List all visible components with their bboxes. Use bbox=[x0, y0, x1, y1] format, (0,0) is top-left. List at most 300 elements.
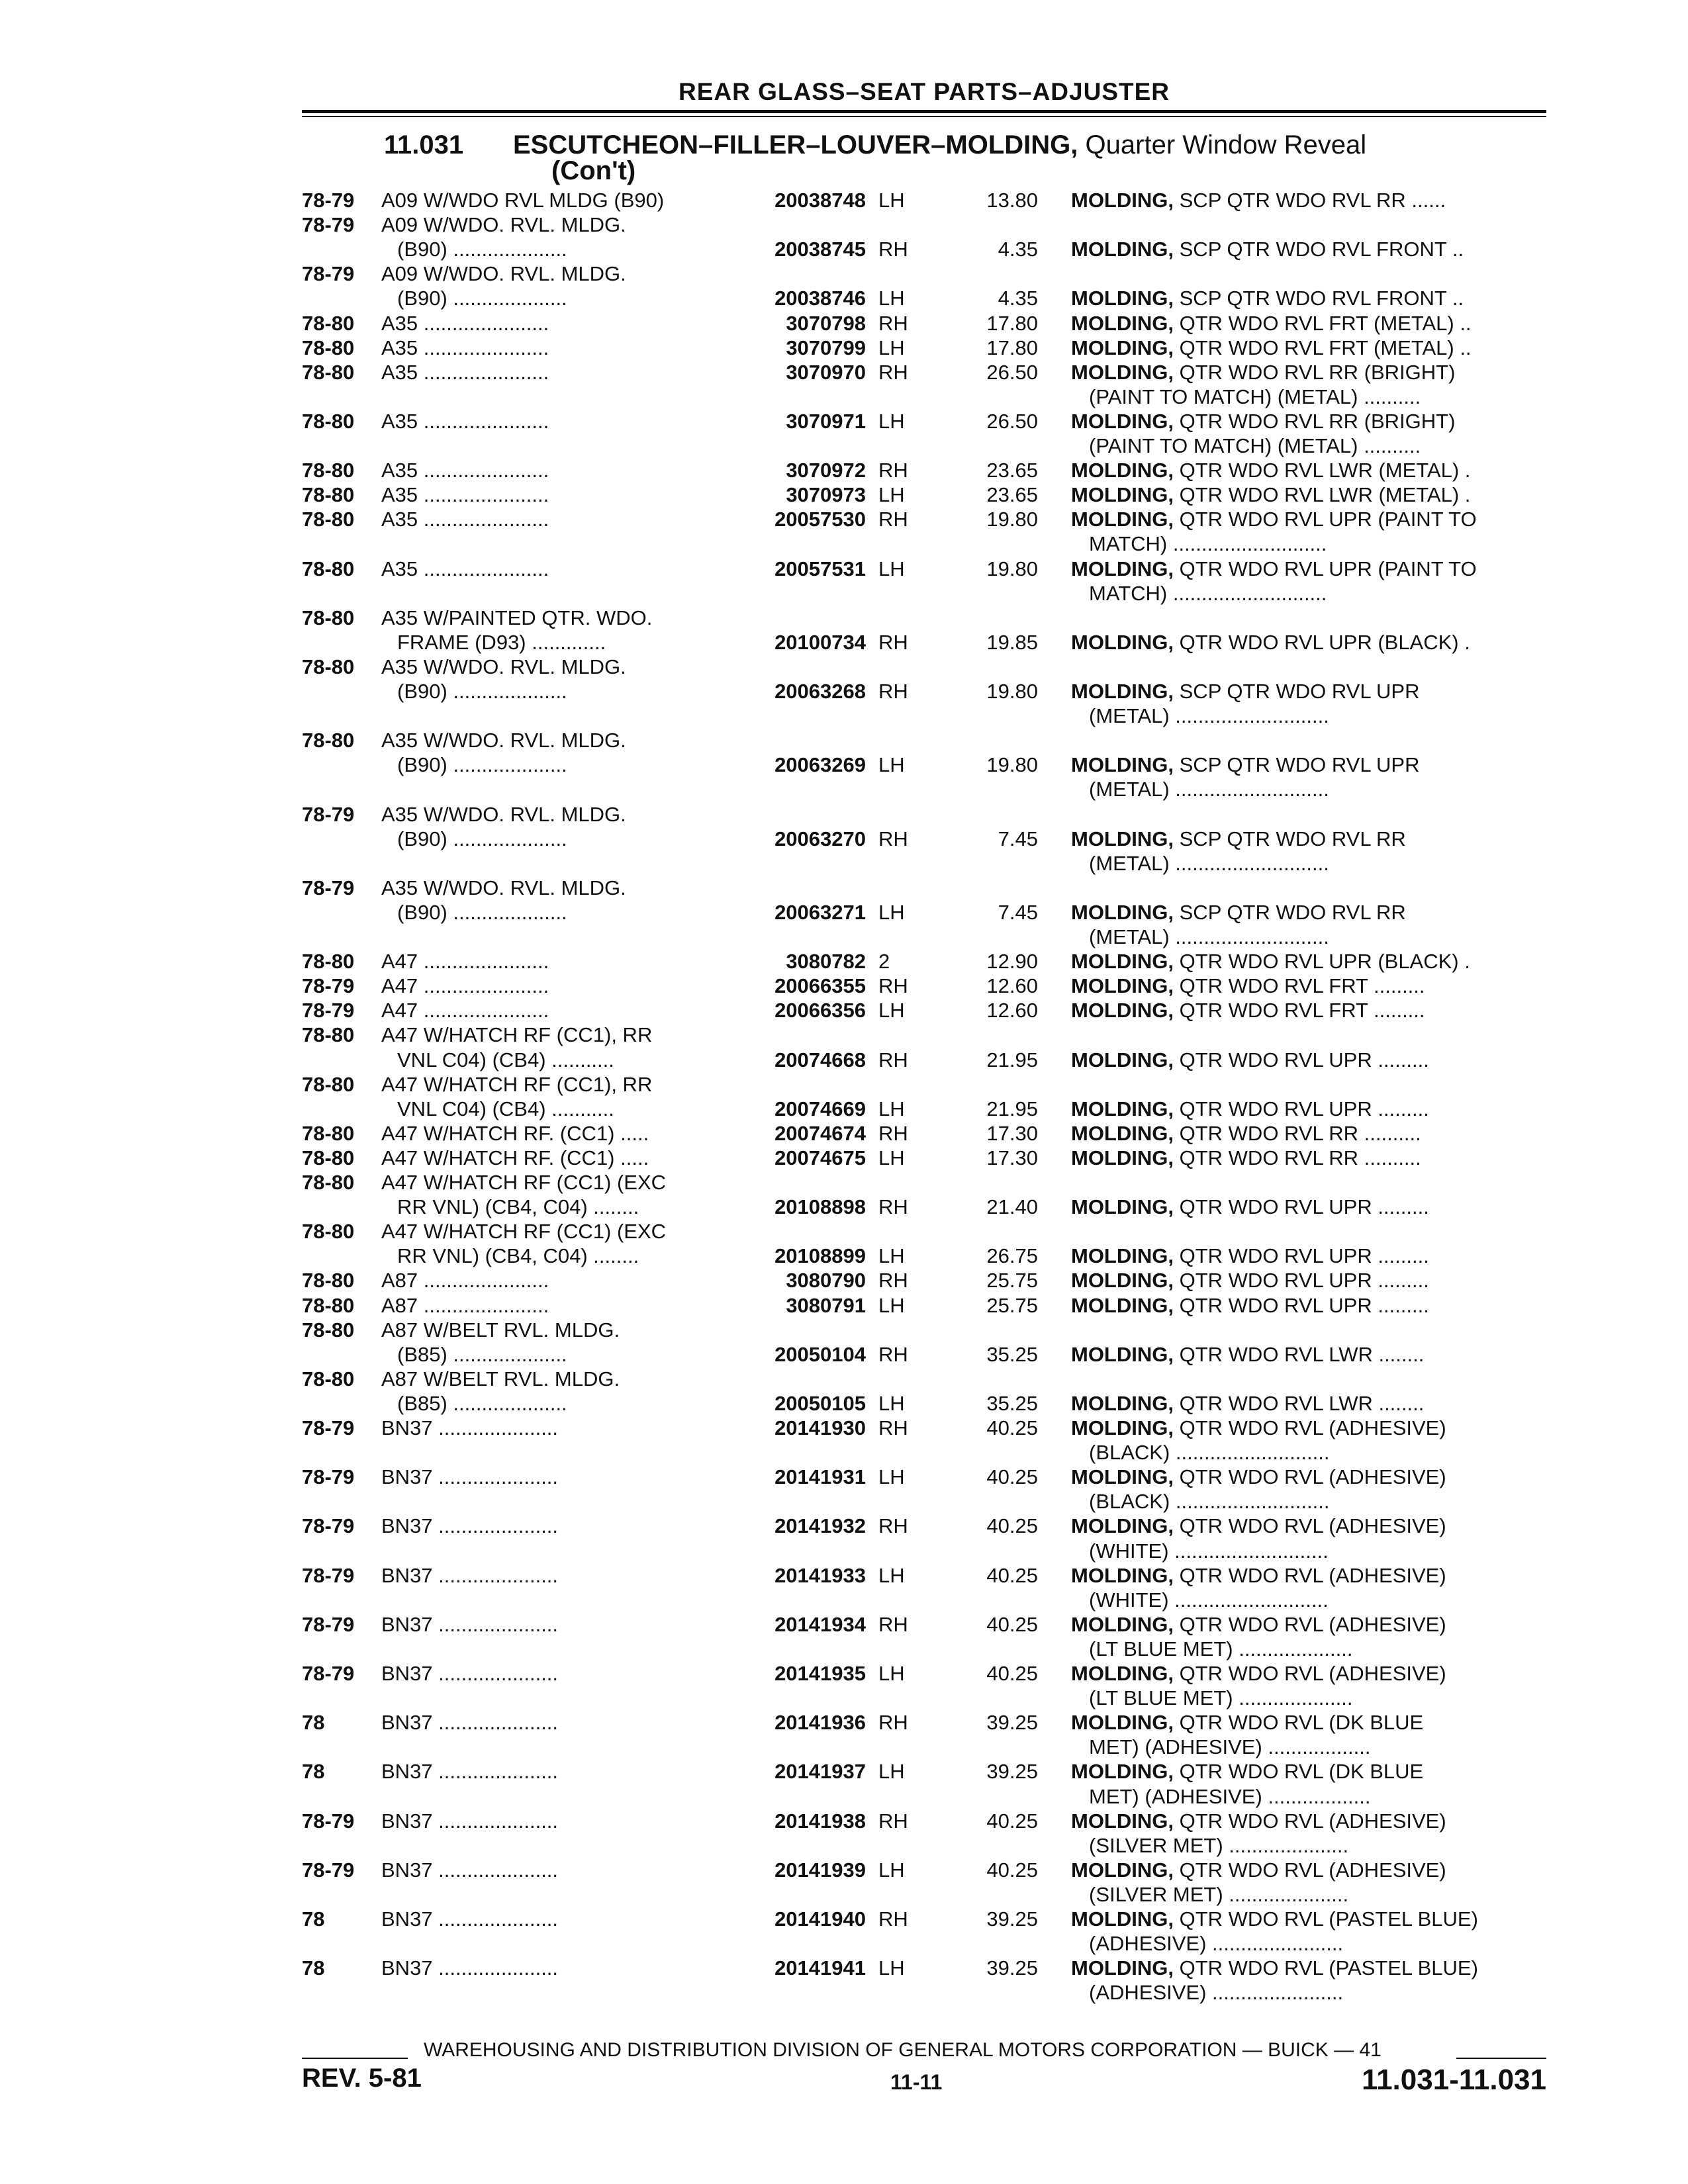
price: 40.25 bbox=[986, 1465, 1038, 1488]
side: LH bbox=[878, 189, 905, 212]
part-number: 20063270 bbox=[774, 827, 866, 850]
price: 40.25 bbox=[986, 1514, 1038, 1537]
part-description bbox=[1089, 385, 1548, 409]
model-year: 78-79 bbox=[302, 189, 355, 212]
part-number: 20038748 bbox=[774, 189, 866, 212]
description-keyword: MOLDING, bbox=[1071, 410, 1174, 433]
model-year: 78-80 bbox=[302, 1294, 355, 1317]
price: 19.80 bbox=[986, 753, 1038, 776]
part-description bbox=[1071, 311, 1548, 336]
part-description bbox=[1071, 900, 1548, 925]
description-text: (METAL) ........................... bbox=[1089, 704, 1329, 727]
part-description bbox=[1071, 507, 1548, 531]
part-description bbox=[1071, 974, 1548, 998]
model-year: 78-80 bbox=[302, 1220, 355, 1243]
part-description bbox=[1071, 949, 1548, 974]
footer-rule-left bbox=[302, 2058, 408, 2059]
model-code: BN37 ..................... bbox=[381, 1514, 559, 1537]
description-text: (METAL) ........................... bbox=[1089, 925, 1329, 948]
model-year: 78-80 bbox=[302, 361, 355, 384]
description-keyword: MOLDING, bbox=[1071, 680, 1174, 703]
part-number: 20074674 bbox=[774, 1122, 866, 1145]
price: 4.35 bbox=[998, 238, 1038, 261]
section-number: 11.031 bbox=[384, 130, 464, 159]
description-keyword: MOLDING, bbox=[1071, 753, 1174, 776]
part-description bbox=[1071, 1195, 1548, 1219]
price: 17.30 bbox=[986, 1146, 1038, 1169]
description-keyword: MOLDING, bbox=[1071, 1122, 1174, 1145]
model-code: A35 ...................... bbox=[381, 312, 549, 335]
side: RH bbox=[878, 238, 908, 261]
price: 35.25 bbox=[986, 1343, 1038, 1366]
price: 39.25 bbox=[986, 1711, 1038, 1734]
description-text: QTR WDO RVL UPR ......... bbox=[1179, 1048, 1429, 1071]
price: 17.80 bbox=[986, 312, 1038, 335]
description-text: QTR WDO RVL (ADHESIVE) bbox=[1179, 1613, 1446, 1636]
side: RH bbox=[878, 1416, 908, 1439]
model-code: A47 W/HATCH RF (CC1) (EXC bbox=[381, 1171, 667, 1194]
part-description bbox=[1071, 1416, 1548, 1440]
description-text: SCP QTR WDO RVL FRONT .. bbox=[1179, 287, 1464, 310]
price: 19.80 bbox=[986, 508, 1038, 531]
side: LH bbox=[878, 1858, 905, 1882]
price: 25.75 bbox=[986, 1294, 1038, 1317]
price: 7.45 bbox=[998, 901, 1038, 924]
section-continued: (Con't) bbox=[551, 156, 636, 185]
model-code: BN37 ..................... bbox=[381, 1858, 559, 1882]
description-text: QTR WDO RVL (ADHESIVE) bbox=[1179, 1465, 1446, 1488]
part-description bbox=[1071, 630, 1548, 655]
part-description bbox=[1089, 1588, 1548, 1612]
description-text: QTR WDO RVL (DK BLUE bbox=[1179, 1760, 1424, 1783]
price: 12.60 bbox=[986, 974, 1038, 997]
description-keyword: MOLDING, bbox=[1071, 459, 1174, 482]
model-year: 78-80 bbox=[302, 459, 355, 482]
model-year: 78-80 bbox=[302, 950, 355, 973]
part-number: 3070971 bbox=[786, 410, 866, 433]
page-header-title: REAR GLASS–SEAT PARTS–ADJUSTER bbox=[678, 78, 1170, 105]
footer-revision: REV. 5-81 bbox=[302, 2064, 422, 2093]
model-year: 78 bbox=[302, 1760, 325, 1783]
part-number: 20141936 bbox=[774, 1711, 866, 1734]
description-text: (BLACK) ........................... bbox=[1089, 1441, 1330, 1464]
model-year: 78-79 bbox=[302, 803, 355, 826]
model-code: FRAME (D93) ............. bbox=[397, 631, 606, 654]
price: 39.25 bbox=[986, 1760, 1038, 1783]
part-number: 3070973 bbox=[786, 483, 866, 506]
model-year: 78-80 bbox=[302, 410, 355, 433]
model-code: A35 ...................... bbox=[381, 410, 549, 433]
footer-section-ref: 11.031-11.031 bbox=[1362, 2064, 1546, 2096]
side: RH bbox=[878, 827, 908, 850]
price: 19.85 bbox=[986, 631, 1038, 654]
price: 21.40 bbox=[986, 1195, 1038, 1218]
description-keyword: MOLDING, bbox=[1071, 1343, 1174, 1366]
side: LH bbox=[878, 1097, 905, 1120]
model-code: A47 W/HATCH RF (CC1), RR bbox=[381, 1023, 653, 1046]
description-text: SCP QTR WDO RVL RR bbox=[1179, 827, 1406, 850]
model-code: VNL C04) (CB4) ........... bbox=[397, 1048, 614, 1071]
description-keyword: MOLDING, bbox=[1071, 901, 1174, 924]
part-number: 20063269 bbox=[774, 753, 866, 776]
description-text: SCP QTR WDO RVL UPR bbox=[1179, 680, 1420, 703]
part-description bbox=[1071, 1121, 1548, 1146]
description-text: MATCH) ........................... bbox=[1089, 532, 1327, 555]
side: LH bbox=[878, 901, 905, 924]
model-code: BN37 ..................... bbox=[381, 1662, 559, 1685]
description-text: QTR WDO RVL LWR ........ bbox=[1179, 1343, 1425, 1366]
part-number: 20057531 bbox=[774, 557, 866, 580]
model-code: VNL C04) (CB4) ........... bbox=[397, 1097, 614, 1120]
price: 7.45 bbox=[998, 827, 1038, 850]
model-year: 78-79 bbox=[302, 974, 355, 997]
model-code: A47 ...................... bbox=[381, 950, 549, 973]
description-text: QTR WDO RVL (ADHESIVE) bbox=[1179, 1416, 1446, 1439]
model-code: (B85) .................... bbox=[397, 1392, 567, 1415]
side: 2 bbox=[878, 950, 890, 973]
model-year: 78-80 bbox=[302, 1122, 355, 1145]
model-code: BN37 ..................... bbox=[381, 1564, 559, 1587]
model-year: 78-80 bbox=[302, 1367, 355, 1390]
part-description bbox=[1071, 1465, 1548, 1489]
description-keyword: MOLDING, bbox=[1071, 557, 1174, 580]
description-text: (METAL) ........................... bbox=[1089, 778, 1329, 801]
price: 40.25 bbox=[986, 1564, 1038, 1587]
model-year: 78-79 bbox=[302, 213, 355, 236]
part-description bbox=[1071, 1244, 1548, 1268]
part-number: 20141935 bbox=[774, 1662, 866, 1685]
description-text: QTR WDO RVL UPR ......... bbox=[1179, 1294, 1429, 1317]
model-year: 78-79 bbox=[302, 1564, 355, 1587]
model-code: (B90) .................... bbox=[397, 287, 567, 310]
part-number: 20074668 bbox=[774, 1048, 866, 1071]
description-text: QTR WDO RVL RR (BRIGHT) bbox=[1179, 361, 1456, 384]
part-number: 20063271 bbox=[774, 901, 866, 924]
header-rule bbox=[302, 110, 1546, 113]
model-code: RR VNL) (CB4, C04) ........ bbox=[397, 1195, 639, 1218]
price: 39.25 bbox=[986, 1956, 1038, 1979]
model-year: 78-79 bbox=[302, 1416, 355, 1439]
part-number: 20141938 bbox=[774, 1809, 866, 1833]
part-description bbox=[1071, 1956, 1548, 1980]
footer-page-number: 11-11 bbox=[890, 2070, 943, 2094]
model-code: A87 W/BELT RVL. MLDG. bbox=[381, 1367, 620, 1390]
price: 23.65 bbox=[986, 483, 1038, 506]
description-text: (LT BLUE MET) .................... bbox=[1089, 1686, 1353, 1709]
model-code: A35 W/WDO. RVL. MLDG. bbox=[381, 876, 626, 899]
price: 25.75 bbox=[986, 1269, 1038, 1292]
part-description bbox=[1071, 458, 1548, 482]
model-code: BN37 ..................... bbox=[381, 1760, 559, 1783]
side: RH bbox=[878, 508, 908, 531]
part-number: 20050105 bbox=[774, 1392, 866, 1415]
model-code: A47 W/HATCH RF. (CC1) ..... bbox=[381, 1146, 649, 1169]
part-number: 20074675 bbox=[774, 1146, 866, 1169]
part-number: 20100734 bbox=[774, 631, 866, 654]
model-code: BN37 ..................... bbox=[381, 1711, 559, 1734]
part-number: 20074669 bbox=[774, 1097, 866, 1120]
description-keyword: MOLDING, bbox=[1071, 1465, 1174, 1488]
footer-rule-right bbox=[1456, 2058, 1546, 2059]
model-code: A47 W/HATCH RF. (CC1) ..... bbox=[381, 1122, 649, 1145]
description-keyword: MOLDING, bbox=[1071, 287, 1174, 310]
model-code: A47 ...................... bbox=[381, 974, 549, 997]
model-year: 78 bbox=[302, 1956, 325, 1979]
side: RH bbox=[878, 974, 908, 997]
part-number: 20141933 bbox=[774, 1564, 866, 1587]
side: RH bbox=[878, 1514, 908, 1537]
description-keyword: MOLDING, bbox=[1071, 1907, 1174, 1931]
side: RH bbox=[878, 1907, 908, 1931]
price: 35.25 bbox=[986, 1392, 1038, 1415]
price: 23.65 bbox=[986, 459, 1038, 482]
side: RH bbox=[878, 1048, 908, 1071]
model-code: BN37 ..................... bbox=[381, 1416, 559, 1439]
price: 4.35 bbox=[998, 287, 1038, 310]
part-description bbox=[1071, 1048, 1548, 1072]
part-description bbox=[1071, 237, 1548, 261]
side: LH bbox=[878, 1392, 905, 1415]
description-text: (WHITE) ........................... bbox=[1089, 1588, 1329, 1612]
price: 40.25 bbox=[986, 1662, 1038, 1685]
model-code: A35 W/WDO. RVL. MLDG. bbox=[381, 729, 626, 752]
description-text: QTR WDO RVL LWR ........ bbox=[1179, 1392, 1425, 1415]
price: 12.90 bbox=[986, 950, 1038, 973]
model-code: A47 ...................... bbox=[381, 999, 549, 1022]
part-description bbox=[1089, 851, 1548, 876]
description-text: (BLACK) ........................... bbox=[1089, 1490, 1330, 1513]
part-description bbox=[1071, 1391, 1548, 1416]
side: LH bbox=[878, 1146, 905, 1169]
model-code: BN37 ..................... bbox=[381, 1907, 559, 1931]
side: LH bbox=[878, 557, 905, 580]
description-keyword: MOLDING, bbox=[1071, 1195, 1174, 1218]
model-year: 78-80 bbox=[302, 606, 355, 629]
side: LH bbox=[878, 287, 905, 310]
description-text: QTR WDO RVL FRT ......... bbox=[1179, 974, 1425, 997]
part-number: 3070799 bbox=[786, 336, 866, 359]
side: RH bbox=[878, 312, 908, 335]
description-text: QTR WDO RVL FRT (METAL) .. bbox=[1179, 336, 1472, 359]
part-number: 20141937 bbox=[774, 1760, 866, 1783]
part-description bbox=[1089, 1784, 1548, 1809]
model-code: (B90) .................... bbox=[397, 753, 567, 776]
description-keyword: MOLDING, bbox=[1071, 1269, 1174, 1292]
part-number: 20141939 bbox=[774, 1858, 866, 1882]
description-keyword: MOLDING, bbox=[1071, 1097, 1174, 1120]
description-keyword: MOLDING, bbox=[1071, 1514, 1174, 1537]
description-text: QTR WDO RVL RR .......... bbox=[1179, 1146, 1421, 1169]
price: 17.30 bbox=[986, 1122, 1038, 1145]
side: LH bbox=[878, 1294, 905, 1317]
part-description bbox=[1089, 777, 1548, 801]
description-keyword: MOLDING, bbox=[1071, 1416, 1174, 1439]
description-text: SCP QTR WDO RVL UPR bbox=[1179, 753, 1420, 776]
part-description bbox=[1089, 1882, 1548, 1907]
model-year: 78-80 bbox=[302, 1146, 355, 1169]
description-keyword: MOLDING, bbox=[1071, 1294, 1174, 1317]
side: LH bbox=[878, 410, 905, 433]
part-description bbox=[1071, 482, 1548, 507]
description-text: QTR WDO RVL LWR (METAL) . bbox=[1179, 459, 1471, 482]
model-code: A87 ...................... bbox=[381, 1294, 549, 1317]
description-keyword: MOLDING, bbox=[1071, 238, 1174, 261]
description-keyword: MOLDING, bbox=[1071, 189, 1174, 212]
description-text: QTR WDO RVL UPR ......... bbox=[1179, 1097, 1429, 1120]
side: RH bbox=[878, 1711, 908, 1734]
side: RH bbox=[878, 1613, 908, 1636]
side: RH bbox=[878, 1269, 908, 1292]
model-year: 78-79 bbox=[302, 876, 355, 899]
description-text: (ADHESIVE) ....................... bbox=[1089, 1981, 1344, 2004]
part-description bbox=[1071, 1809, 1548, 1833]
price: 21.95 bbox=[986, 1097, 1038, 1120]
part-number: 3070970 bbox=[786, 361, 866, 384]
part-number: 20141941 bbox=[774, 1956, 866, 1979]
description-keyword: MOLDING, bbox=[1071, 1392, 1174, 1415]
model-code: A35 W/PAINTED QTR. WDO. bbox=[381, 606, 653, 629]
model-code: (B90) .................... bbox=[397, 901, 567, 924]
part-description bbox=[1071, 679, 1548, 704]
model-year: 78-80 bbox=[302, 336, 355, 359]
description-keyword: MOLDING, bbox=[1071, 312, 1174, 335]
side: RH bbox=[878, 1195, 908, 1218]
description-text: QTR WDO RVL UPR ......... bbox=[1179, 1195, 1429, 1218]
side: LH bbox=[878, 336, 905, 359]
part-number: 3070798 bbox=[786, 312, 866, 335]
model-code: A87 ...................... bbox=[381, 1269, 549, 1292]
description-text: MET) (ADHESIVE) .................. bbox=[1089, 1735, 1371, 1758]
model-year: 78-80 bbox=[302, 557, 355, 580]
description-text: SCP QTR WDO RVL FRONT .. bbox=[1179, 238, 1464, 261]
description-text: QTR WDO RVL RR (BRIGHT) bbox=[1179, 410, 1456, 433]
model-year: 78-79 bbox=[302, 1465, 355, 1488]
model-year: 78 bbox=[302, 1711, 325, 1734]
description-text: SCP QTR WDO RVL RR bbox=[1179, 901, 1406, 924]
price: 12.60 bbox=[986, 999, 1038, 1022]
part-description bbox=[1089, 433, 1548, 458]
part-number: 3080791 bbox=[786, 1294, 866, 1317]
model-code: A35 ...................... bbox=[381, 459, 549, 482]
model-code: A09 W/WDO. RVL. MLDG. bbox=[381, 262, 626, 285]
model-code: A35 W/WDO. RVL. MLDG. bbox=[381, 803, 626, 826]
description-text: MATCH) ........................... bbox=[1089, 582, 1327, 605]
description-text: QTR WDO RVL UPR ......... bbox=[1179, 1244, 1429, 1267]
model-code: BN37 ..................... bbox=[381, 1613, 559, 1636]
description-keyword: MOLDING, bbox=[1071, 483, 1174, 506]
price: 17.80 bbox=[986, 336, 1038, 359]
model-code: A87 W/BELT RVL. MLDG. bbox=[381, 1318, 620, 1342]
part-number: 20141930 bbox=[774, 1416, 866, 1439]
part-description bbox=[1071, 286, 1548, 310]
description-keyword: MOLDING, bbox=[1071, 336, 1174, 359]
description-text: QTR WDO RVL RR .......... bbox=[1179, 1122, 1421, 1145]
model-code: A09 W/WDO. RVL. MLDG. bbox=[381, 213, 626, 236]
part-description bbox=[1071, 1514, 1548, 1538]
model-year: 78 bbox=[302, 1907, 325, 1931]
description-text: QTR WDO RVL (ADHESIVE) bbox=[1179, 1564, 1446, 1587]
description-text: (METAL) ........................... bbox=[1089, 852, 1329, 875]
model-code: (B90) .................... bbox=[397, 238, 567, 261]
model-code: A35 ...................... bbox=[381, 336, 549, 359]
description-keyword: MOLDING, bbox=[1071, 1244, 1174, 1267]
description-keyword: MOLDING, bbox=[1071, 1956, 1174, 1979]
part-description bbox=[1089, 531, 1548, 556]
part-number: 20141931 bbox=[774, 1465, 866, 1488]
description-text: QTR WDO RVL UPR (PAINT TO bbox=[1179, 508, 1477, 531]
description-keyword: MOLDING, bbox=[1071, 999, 1174, 1022]
part-description bbox=[1089, 1637, 1548, 1661]
price: 19.80 bbox=[986, 680, 1038, 703]
model-code: A09 W/WDO RVL MLDG (B90) bbox=[381, 189, 665, 212]
part-number: 3080790 bbox=[786, 1269, 866, 1292]
model-year: 78-80 bbox=[302, 483, 355, 506]
part-number: 20057530 bbox=[774, 508, 866, 531]
model-year: 78-79 bbox=[302, 1613, 355, 1636]
model-code: A47 W/HATCH RF (CC1), RR bbox=[381, 1073, 653, 1096]
part-description bbox=[1071, 409, 1548, 433]
description-text: (PAINT TO MATCH) (METAL) .......... bbox=[1089, 434, 1421, 457]
description-keyword: MOLDING, bbox=[1071, 1613, 1174, 1636]
side: LH bbox=[878, 1244, 905, 1267]
price: 21.95 bbox=[986, 1048, 1038, 1071]
part-description bbox=[1071, 998, 1548, 1023]
part-number: 20141932 bbox=[774, 1514, 866, 1537]
description-keyword: MOLDING, bbox=[1071, 361, 1174, 384]
description-text: SCP QTR WDO RVL RR ...... bbox=[1179, 189, 1446, 212]
part-description bbox=[1089, 1489, 1548, 1514]
header-rule-thin bbox=[302, 116, 1546, 117]
section-title-bold: ESCUTCHEON–FILLER–LOUVER–MOLDING, bbox=[513, 130, 1078, 159]
model-year: 78-80 bbox=[302, 1171, 355, 1194]
model-year: 78-80 bbox=[302, 1023, 355, 1046]
description-text: QTR WDO RVL (ADHESIVE) bbox=[1179, 1514, 1446, 1537]
part-description bbox=[1089, 1833, 1548, 1858]
description-text: (WHITE) ........................... bbox=[1089, 1539, 1329, 1563]
description-text: QTR WDO RVL FRT (METAL) .. bbox=[1179, 312, 1472, 335]
description-keyword: MOLDING, bbox=[1071, 1564, 1174, 1587]
description-keyword: MOLDING, bbox=[1071, 1146, 1174, 1169]
part-description bbox=[1089, 1686, 1548, 1710]
part-number: 20066356 bbox=[774, 999, 866, 1022]
price: 39.25 bbox=[986, 1907, 1038, 1931]
model-year: 78-80 bbox=[302, 508, 355, 531]
model-code: A47 W/HATCH RF (CC1) (EXC bbox=[381, 1220, 667, 1243]
model-code: A35 ...................... bbox=[381, 483, 549, 506]
side: RH bbox=[878, 1343, 908, 1366]
model-code: A35 ...................... bbox=[381, 508, 549, 531]
description-keyword: MOLDING, bbox=[1071, 1760, 1174, 1783]
description-text: QTR WDO RVL (PASTEL BLUE) bbox=[1179, 1956, 1478, 1979]
price: 13.80 bbox=[986, 189, 1038, 212]
part-number: 20050104 bbox=[774, 1343, 866, 1366]
part-description bbox=[1071, 360, 1548, 385]
model-code: BN37 ..................... bbox=[381, 1465, 559, 1488]
part-number: 20066355 bbox=[774, 974, 866, 997]
part-description bbox=[1071, 1342, 1548, 1367]
description-text: (PAINT TO MATCH) (METAL) .......... bbox=[1089, 385, 1421, 408]
price: 40.25 bbox=[986, 1858, 1038, 1882]
model-year: 78-79 bbox=[302, 1809, 355, 1833]
model-year: 78-79 bbox=[302, 1858, 355, 1882]
part-description bbox=[1089, 1440, 1548, 1465]
price: 40.25 bbox=[986, 1809, 1038, 1833]
model-year: 78-80 bbox=[302, 655, 355, 678]
part-description bbox=[1071, 188, 1548, 212]
model-year: 78-79 bbox=[302, 262, 355, 285]
model-year: 78-79 bbox=[302, 1662, 355, 1685]
side: LH bbox=[878, 483, 905, 506]
